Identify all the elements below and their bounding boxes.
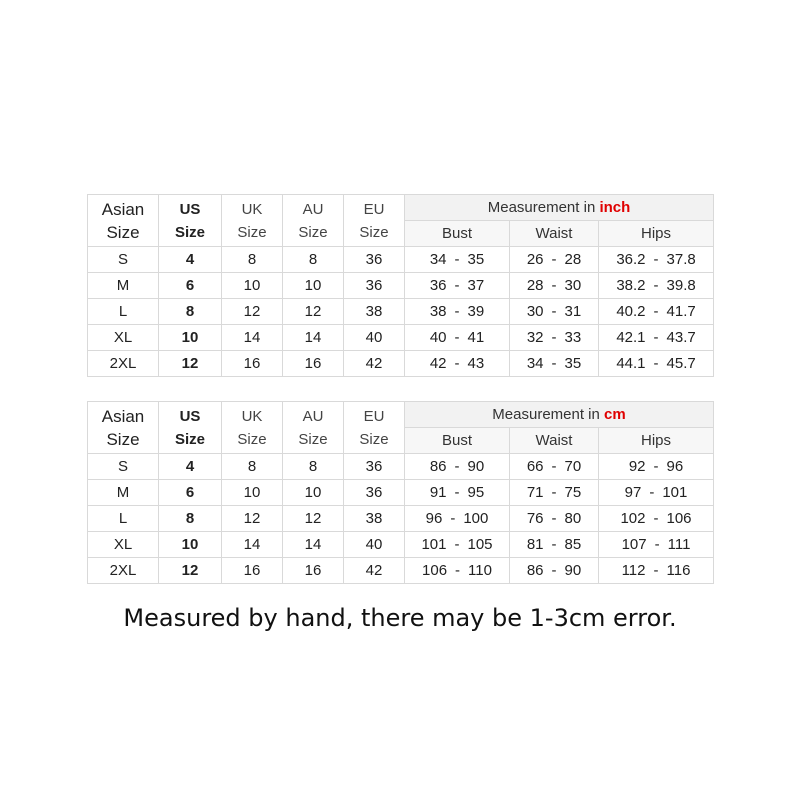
waist-range <box>527 458 581 475</box>
bust-max: 90 <box>467 458 485 475</box>
eu-size-cell: 38 <box>344 299 405 325</box>
uk-size-header <box>222 195 283 247</box>
bust-separator: - <box>454 536 460 553</box>
au-size-cell: 14 <box>283 325 344 351</box>
hips-range <box>616 251 695 268</box>
bust-separator: - <box>454 458 460 475</box>
waist-header: Waist <box>510 221 599 247</box>
hips-separator: - <box>653 562 659 579</box>
bust-cell <box>405 325 510 351</box>
waist-max: 70 <box>564 458 582 475</box>
bust-cell <box>405 506 510 532</box>
hips-range <box>622 562 691 579</box>
hips-cell <box>599 273 714 299</box>
measurement-unit: cm <box>604 406 626 423</box>
uk-size-header-line2: Size <box>237 430 267 448</box>
table-row <box>88 325 714 351</box>
waist-separator: - <box>551 303 557 320</box>
hips-separator: - <box>653 329 659 346</box>
bust-min: 42 <box>429 355 447 372</box>
eu-size-cell: 40 <box>344 532 405 558</box>
bust-separator: - <box>454 484 460 501</box>
header-row <box>88 402 714 428</box>
table-row <box>88 299 714 325</box>
uk-size-header-line1: UK <box>241 200 263 218</box>
uk-size-cell: 8 <box>222 454 283 480</box>
asian-size-cell: XL <box>88 325 159 351</box>
bust-max: 100 <box>463 510 489 527</box>
asian-size-cell: L <box>88 506 159 532</box>
eu-size-cell: 40 <box>344 325 405 351</box>
waist-cell <box>510 506 599 532</box>
waist-min: 28 <box>526 277 544 294</box>
us-size-cell: 12 <box>159 558 222 584</box>
bust-max: 43 <box>467 355 485 372</box>
waist-range <box>527 303 581 320</box>
waist-cell <box>510 480 599 506</box>
eu-size-header-line2: Size <box>359 223 389 241</box>
hips-cell <box>599 558 714 584</box>
measurement-prefix: Measurement in <box>492 406 605 423</box>
asian-size-header-line1: Asian <box>101 406 145 426</box>
au-size-cell: 12 <box>283 299 344 325</box>
waist-cell <box>510 325 599 351</box>
hips-min: 97 <box>624 484 642 501</box>
table-row <box>88 532 714 558</box>
bust-separator: - <box>454 277 460 294</box>
bust-header: Bust <box>405 428 510 454</box>
waist-min: 32 <box>526 329 544 346</box>
size-chart-cm-table <box>87 401 714 584</box>
hips-min: 102 <box>620 510 646 527</box>
au-size-header <box>283 195 344 247</box>
table-row <box>88 351 714 377</box>
waist-separator: - <box>551 562 557 579</box>
hips-max: 111 <box>667 536 691 553</box>
hips-min: 36.2 <box>616 251 646 268</box>
waist-separator: - <box>551 510 557 527</box>
eu-size-cell: 36 <box>344 247 405 273</box>
bust-range <box>430 329 484 346</box>
us-size-header <box>159 402 222 454</box>
waist-cell <box>510 351 599 377</box>
hips-max: 116 <box>666 562 691 579</box>
table-row <box>88 558 714 584</box>
uk-size-cell: 12 <box>222 506 283 532</box>
au-size-cell: 16 <box>283 351 344 377</box>
eu-size-cell: 42 <box>344 558 405 584</box>
bust-max: 37 <box>467 277 485 294</box>
table-row <box>88 506 714 532</box>
us-size-cell: 6 <box>159 480 222 506</box>
table-row <box>88 454 714 480</box>
uk-size-cell: 10 <box>222 480 283 506</box>
hips-separator: - <box>653 277 659 294</box>
au-size-cell: 12 <box>283 506 344 532</box>
au-size-cell: 14 <box>283 532 344 558</box>
eu-size-cell: 36 <box>344 454 405 480</box>
waist-range <box>527 536 581 553</box>
waist-cell <box>510 247 599 273</box>
bust-range <box>430 303 484 320</box>
eu-size-header-line1: EU <box>363 200 385 218</box>
bust-max: 35 <box>467 251 485 268</box>
hips-max: 41.7 <box>666 303 696 320</box>
uk-size-cell: 16 <box>222 351 283 377</box>
bust-separator: - <box>455 562 461 579</box>
table-row <box>88 480 714 506</box>
bust-separator: - <box>454 355 460 372</box>
hips-cell <box>599 247 714 273</box>
waist-min: 86 <box>526 562 544 579</box>
us-size-cell: 4 <box>159 247 222 273</box>
waist-range <box>527 277 581 294</box>
waist-max: 35 <box>564 355 582 372</box>
hips-range <box>620 510 691 527</box>
asian-size-cell: M <box>88 273 159 299</box>
measurement-title <box>405 402 714 428</box>
waist-max: 30 <box>564 277 582 294</box>
bust-cell <box>405 299 510 325</box>
waist-min: 76 <box>526 510 544 527</box>
waist-max: 80 <box>564 510 582 527</box>
waist-separator: - <box>551 484 557 501</box>
hips-max: 106 <box>666 510 692 527</box>
au-size-header-line1: AU <box>302 407 324 425</box>
au-size-header-line2: Size <box>298 430 328 448</box>
au-size-cell: 8 <box>283 454 344 480</box>
waist-header: Waist <box>510 428 599 454</box>
au-size-header-line1: AU <box>302 200 324 218</box>
hips-range <box>622 536 691 553</box>
hips-cell <box>599 532 714 558</box>
au-size-cell: 8 <box>283 247 344 273</box>
waist-range <box>527 251 581 268</box>
waist-separator: - <box>551 355 557 372</box>
waist-min: 34 <box>526 355 544 372</box>
us-size-cell: 10 <box>159 325 222 351</box>
bust-range <box>421 536 492 553</box>
bust-min: 40 <box>429 329 447 346</box>
asian-size-header-line2: Size <box>106 222 140 242</box>
waist-range <box>527 329 581 346</box>
hips-max: 43.7 <box>666 329 696 346</box>
eu-size-cell: 42 <box>344 351 405 377</box>
asian-size-cell: L <box>88 299 159 325</box>
hips-separator: - <box>653 458 659 475</box>
size-chart-inch-table <box>87 194 714 377</box>
au-size-cell: 10 <box>283 480 344 506</box>
asian-size-header-line2: Size <box>106 429 140 449</box>
hips-range <box>625 484 688 501</box>
us-size-cell: 10 <box>159 532 222 558</box>
hips-range <box>629 458 683 475</box>
hips-max: 45.7 <box>666 355 696 372</box>
uk-size-header <box>222 402 283 454</box>
waist-max: 75 <box>564 484 582 501</box>
us-size-header-line1: US <box>179 200 201 218</box>
hips-max: 37.8 <box>666 251 696 268</box>
bust-min: 106 <box>422 562 448 579</box>
waist-range <box>527 484 581 501</box>
us-size-cell: 6 <box>159 273 222 299</box>
eu-size-cell: 36 <box>344 273 405 299</box>
waist-min: 71 <box>526 484 544 501</box>
hips-separator: - <box>653 510 659 527</box>
us-size-header-line1: US <box>179 407 201 425</box>
asian-size-cell: M <box>88 480 159 506</box>
measurement-title <box>405 195 714 221</box>
hips-cell <box>599 480 714 506</box>
waist-cell <box>510 299 599 325</box>
bust-range <box>430 251 484 268</box>
hips-separator: - <box>653 251 659 268</box>
waist-max: 31 <box>564 303 582 320</box>
waist-cell <box>510 532 599 558</box>
uk-size-header-line1: UK <box>241 407 263 425</box>
hips-cell <box>599 325 714 351</box>
hips-range <box>616 355 695 372</box>
asian-size-cell: S <box>88 247 159 273</box>
measurement-unit: inch <box>599 199 631 216</box>
waist-separator: - <box>551 277 557 294</box>
hips-separator: - <box>653 355 659 372</box>
header-row <box>88 195 714 221</box>
hips-min: 40.2 <box>616 303 646 320</box>
bust-range <box>430 458 484 475</box>
bust-cell <box>405 454 510 480</box>
hips-separator: - <box>654 536 660 553</box>
bust-min: 101 <box>421 536 447 553</box>
waist-separator: - <box>551 329 557 346</box>
bust-min: 86 <box>429 458 447 475</box>
asian-size-cell: 2XL <box>88 351 159 377</box>
eu-size-header-line2: Size <box>359 430 389 448</box>
eu-size-cell: 36 <box>344 480 405 506</box>
bust-cell <box>405 273 510 299</box>
hips-min: 107 <box>621 536 647 553</box>
eu-size-header-line1: EU <box>363 407 385 425</box>
asian-size-cell: XL <box>88 532 159 558</box>
hips-cell <box>599 351 714 377</box>
hips-header: Hips <box>599 428 714 454</box>
waist-min: 66 <box>526 458 544 475</box>
measurement-prefix: Measurement in <box>487 199 600 216</box>
asian-size-cell: 2XL <box>88 558 159 584</box>
bust-min: 96 <box>425 510 443 527</box>
bust-max: 41 <box>467 329 485 346</box>
bust-min: 91 <box>429 484 447 501</box>
hips-min: 38.2 <box>616 277 646 294</box>
hips-separator: - <box>649 484 655 501</box>
waist-separator: - <box>551 536 557 553</box>
hips-cell <box>599 454 714 480</box>
bust-separator: - <box>454 251 460 268</box>
waist-max: 28 <box>564 251 582 268</box>
hips-range <box>616 329 695 346</box>
table-row <box>88 247 714 273</box>
us-size-cell: 8 <box>159 299 222 325</box>
bust-min: 36 <box>429 277 447 294</box>
au-size-cell: 10 <box>283 273 344 299</box>
bust-max: 39 <box>467 303 485 320</box>
waist-cell <box>510 558 599 584</box>
au-size-header <box>283 402 344 454</box>
us-size-cell: 8 <box>159 506 222 532</box>
waist-range <box>527 510 581 527</box>
hips-range <box>616 303 695 320</box>
hips-range <box>616 277 695 294</box>
uk-size-cell: 16 <box>222 558 283 584</box>
bust-min: 38 <box>429 303 447 320</box>
us-size-cell: 12 <box>159 351 222 377</box>
uk-size-cell: 14 <box>222 325 283 351</box>
measurement-footnote: Measured by hand, there may be 1-3cm error. <box>123 604 677 632</box>
us-size-cell: 4 <box>159 454 222 480</box>
waist-min: 30 <box>526 303 544 320</box>
waist-min: 26 <box>526 251 544 268</box>
bust-max: 95 <box>467 484 485 501</box>
asian-size-cell: S <box>88 454 159 480</box>
eu-size-header <box>344 195 405 247</box>
waist-separator: - <box>551 251 557 268</box>
waist-cell <box>510 454 599 480</box>
asian-size-header <box>88 402 159 454</box>
uk-size-cell: 10 <box>222 273 283 299</box>
hips-max: 96 <box>666 458 684 475</box>
uk-size-cell: 8 <box>222 247 283 273</box>
bust-range <box>422 562 492 579</box>
bust-separator: - <box>450 510 456 527</box>
hips-min: 42.1 <box>616 329 646 346</box>
table-row <box>88 273 714 299</box>
bust-cell <box>405 480 510 506</box>
hips-separator: - <box>653 303 659 320</box>
hips-cell <box>599 299 714 325</box>
waist-max: 33 <box>564 329 582 346</box>
hips-header: Hips <box>599 221 714 247</box>
bust-range <box>430 277 484 294</box>
bust-header: Bust <box>405 221 510 247</box>
hips-min: 44.1 <box>616 355 646 372</box>
waist-min: 81 <box>526 536 544 553</box>
waist-max: 85 <box>564 536 582 553</box>
waist-max: 90 <box>564 562 582 579</box>
asian-size-header-line1: Asian <box>101 199 145 219</box>
bust-separator: - <box>454 303 460 320</box>
bust-min: 34 <box>429 251 447 268</box>
us-size-header <box>159 195 222 247</box>
bust-max: 110 <box>468 562 492 579</box>
au-size-cell: 16 <box>283 558 344 584</box>
uk-size-cell: 12 <box>222 299 283 325</box>
hips-cell <box>599 506 714 532</box>
hips-max: 39.8 <box>666 277 696 294</box>
asian-size-header <box>88 195 159 247</box>
us-size-header-line2: Size <box>174 430 205 448</box>
bust-cell <box>405 558 510 584</box>
hips-max: 101 <box>662 484 688 501</box>
bust-cell <box>405 532 510 558</box>
waist-cell <box>510 273 599 299</box>
bust-cell <box>405 247 510 273</box>
uk-size-cell: 14 <box>222 532 283 558</box>
eu-size-cell: 38 <box>344 506 405 532</box>
bust-separator: - <box>454 329 460 346</box>
waist-separator: - <box>551 458 557 475</box>
waist-range <box>527 562 581 579</box>
waist-range <box>527 355 581 372</box>
bust-range <box>430 484 484 501</box>
bust-max: 105 <box>467 536 493 553</box>
eu-size-header <box>344 402 405 454</box>
hips-min: 92 <box>628 458 646 475</box>
us-size-header-line2: Size <box>174 223 205 241</box>
hips-min: 112 <box>621 562 646 579</box>
au-size-header-line2: Size <box>298 223 328 241</box>
bust-cell <box>405 351 510 377</box>
uk-size-header-line2: Size <box>237 223 267 241</box>
bust-range <box>426 510 489 527</box>
bust-range <box>430 355 484 372</box>
